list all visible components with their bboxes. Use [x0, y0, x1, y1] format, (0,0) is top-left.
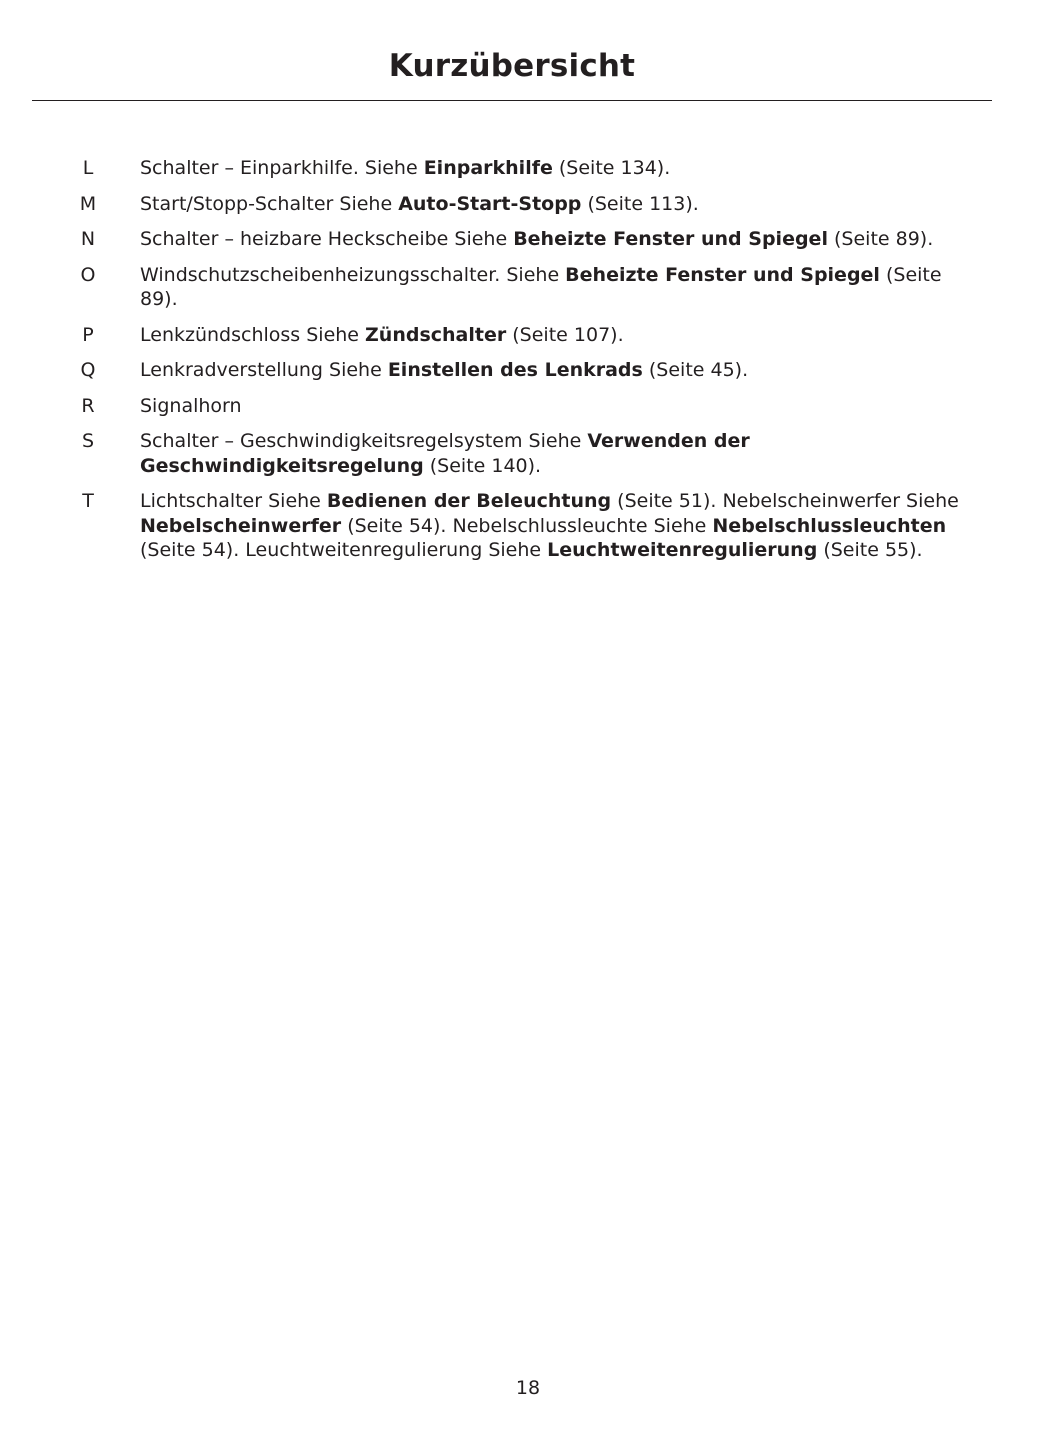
item-description	[140, 192, 982, 217]
description-text: (Seite 54). Nebelschlussleuchte Siehe	[341, 514, 713, 537]
header-divider	[32, 100, 992, 101]
description-text: (Seite 89).	[140, 263, 942, 310]
item-key: T	[82, 490, 94, 512]
description-text: (Seite 140).	[423, 454, 542, 477]
description-text: Lenkzündschloss Siehe	[140, 323, 366, 346]
legend-item-r	[0, 394, 1056, 419]
legend-item-p	[0, 323, 1056, 348]
description-text: Windschutzscheibenheizungsschalter. Siehe	[140, 263, 566, 286]
cross-reference: Einstellen des Lenkrads	[387, 359, 643, 381]
description-text: (Seite 134).	[552, 157, 671, 179]
item-description	[140, 156, 982, 181]
cross-reference: Nebelscheinwerfer	[140, 514, 342, 537]
item-key: O	[80, 263, 96, 286]
cross-reference: Leuchtweitenregulierung	[547, 539, 818, 561]
item-key: L	[82, 157, 94, 179]
cross-reference: Auto-Start-Stopp	[398, 192, 582, 215]
item-key: M	[79, 192, 97, 215]
cross-reference: Einparkhilfe	[423, 157, 553, 179]
cross-reference: Bedienen der Beleuchtung	[326, 490, 612, 512]
legend-item-l	[0, 156, 1056, 181]
item-description	[140, 489, 982, 563]
item-key: R	[81, 394, 95, 417]
item-key: S	[81, 430, 95, 452]
description-text: Signalhorn	[140, 394, 242, 417]
item-description	[140, 323, 982, 348]
page-header	[32, 44, 992, 88]
item-key: P	[82, 323, 94, 346]
description-text: Schalter – Geschwindigkeitsregelsystem Siehe	[140, 430, 588, 452]
cross-reference: Zündschalter	[365, 323, 507, 346]
description-text: (Seite 107).	[506, 323, 624, 346]
item-description	[140, 429, 982, 478]
description-text: Lenkradverstellung Siehe	[140, 359, 388, 381]
description-text: (Seite 89).	[827, 228, 934, 250]
legend-item-s	[0, 429, 1056, 478]
description-text: Schalter – Einparkhilfe. Siehe	[140, 157, 424, 179]
description-text: (Seite 45).	[642, 359, 749, 381]
item-description	[140, 263, 982, 312]
item-key: N	[80, 228, 96, 250]
cross-reference: Nebelschlussleuchten	[712, 514, 947, 537]
legend-list	[0, 156, 1056, 574]
legend-item-m	[0, 192, 1056, 217]
legend-item-q	[0, 358, 1056, 383]
item-description	[140, 227, 982, 252]
description-text: Lichtschalter Siehe	[140, 490, 327, 512]
item-key: Q	[80, 359, 96, 381]
description-text: Start/Stopp-Schalter Siehe	[140, 192, 399, 215]
item-description	[140, 394, 982, 419]
legend-item-o	[0, 263, 1056, 312]
description-text: (Seite 113).	[581, 192, 699, 215]
cross-reference: Verwenden der Geschwindigkeitsregelung	[140, 430, 750, 477]
legend-item-n	[0, 227, 1056, 252]
description-text: (Seite 55).	[817, 539, 923, 561]
page-number: 18	[515, 1377, 541, 1399]
description-text: (Seite 54). Leuchtweitenregulierung Siehe	[140, 539, 548, 561]
page-title: Kurzübersicht	[388, 48, 636, 84]
cross-reference: Beheizte Fenster und Spiegel	[565, 263, 880, 286]
item-description	[140, 358, 982, 383]
legend-item-t	[0, 489, 1056, 563]
description-text: Schalter – heizbare Heckscheibe Siehe	[140, 228, 514, 250]
description-text: (Seite 51). Nebelscheinwerfer Siehe	[611, 490, 959, 512]
cross-reference: Beheizte Fenster und Spiegel	[513, 228, 828, 250]
